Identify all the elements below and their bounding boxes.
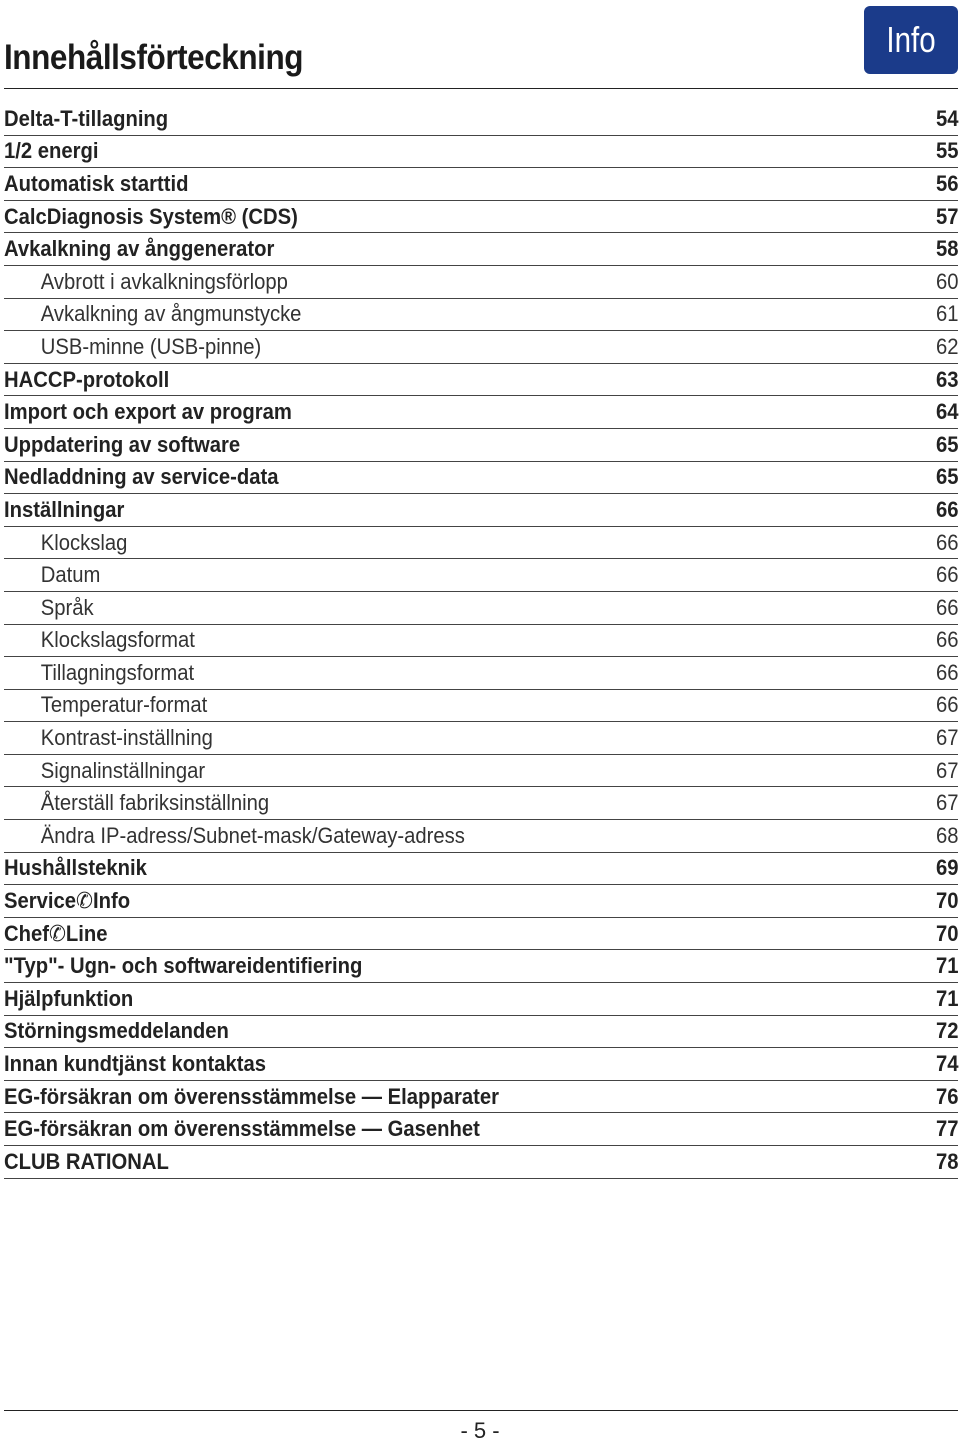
toc-entry-label: Delta-T-tillagning	[4, 105, 169, 131]
toc-entry-page: 61	[935, 301, 958, 327]
toc-entry-label: Hjälpfunktion	[4, 985, 134, 1011]
toc-entry-label: Ändra IP-adress/Subnet-mask/Gateway-adress	[40, 822, 465, 848]
toc-entry-label: 1/2 energi	[4, 138, 99, 164]
toc-entry[interactable]	[4, 103, 958, 136]
toc-entry-page: 62	[935, 333, 958, 359]
toc-entry-label: Innan kundtjänst kontaktas	[4, 1051, 267, 1077]
info-badge-label: Info	[886, 19, 936, 60]
toc-entry[interactable]	[4, 266, 958, 299]
toc-entry-label: Signalinställningar	[40, 757, 206, 783]
toc-entry-label: EG-försäkran om överensstämmelse — Elapparater	[4, 1083, 499, 1109]
toc-entry-page: 58	[935, 236, 958, 262]
toc-entry[interactable]	[4, 1048, 958, 1081]
toc-entry-page: 64	[935, 399, 958, 425]
toc-entry-label: Import och export av program	[4, 399, 292, 425]
page-title: Innehållsförteckning	[4, 38, 304, 77]
toc-entry-page: 74	[935, 1051, 958, 1077]
toc-entry[interactable]	[4, 429, 958, 462]
toc-entry-label: Tillagningsformat	[40, 659, 195, 685]
toc-entry[interactable]	[4, 527, 958, 560]
toc-entry[interactable]	[4, 364, 958, 397]
toc-entry-page: 66	[935, 496, 958, 522]
toc-entry-label: HACCP-protokoll	[4, 366, 170, 392]
toc-entry-page: 57	[935, 203, 958, 229]
toc-entry-page: 77	[935, 1116, 958, 1142]
toc-entry-page: 66	[935, 562, 958, 588]
toc-entry-page: 67	[935, 725, 958, 751]
toc-entry[interactable]	[4, 690, 958, 723]
toc-entry[interactable]	[4, 462, 958, 495]
toc-entry[interactable]	[4, 1146, 958, 1179]
toc-entry-page: 76	[935, 1083, 958, 1109]
toc-entry-label: Service✆Info	[4, 888, 131, 914]
toc-entry-label: Avkalkning av ångmunstycke	[40, 301, 302, 327]
toc-entry-page: 71	[935, 953, 958, 979]
toc-entry[interactable]	[4, 559, 958, 592]
toc-entry-page: 66	[935, 659, 958, 685]
toc-entry-page: 54	[935, 105, 958, 131]
toc-entry-page: 70	[935, 888, 958, 914]
toc-entry[interactable]	[4, 396, 958, 429]
toc-entry[interactable]	[4, 201, 958, 234]
toc-entry-label: Störningsmeddelanden	[4, 1018, 229, 1044]
toc-entry-label: "Typ"- Ugn- och softwareidentifiering	[4, 953, 363, 979]
toc-entry-page: 67	[935, 757, 958, 783]
toc-entry[interactable]	[4, 950, 958, 983]
toc-entry-label: Chef✆Line	[4, 920, 108, 946]
toc-entry-label: Avkalkning av ånggenerator	[4, 236, 275, 262]
toc-entry[interactable]	[4, 1081, 958, 1114]
toc-entry[interactable]	[4, 494, 958, 527]
toc-entry-page: 63	[935, 366, 958, 392]
toc-entry[interactable]	[4, 168, 958, 201]
toc-entry[interactable]	[4, 820, 958, 853]
title-divider	[4, 88, 958, 89]
toc-entry[interactable]	[4, 755, 958, 788]
toc-entry-label: Klockslag	[40, 529, 128, 555]
footer-divider	[4, 1410, 958, 1411]
toc-entry-page: 66	[935, 627, 958, 653]
toc-entry-page: 67	[935, 790, 958, 816]
toc-entry[interactable]	[4, 1113, 958, 1146]
toc-entry-page: 65	[935, 464, 958, 490]
toc-entry-label: CLUB RATIONAL	[4, 1148, 169, 1174]
toc-entry[interactable]	[4, 918, 958, 951]
toc-entry-page: 78	[935, 1148, 958, 1174]
toc-entry[interactable]	[4, 657, 958, 690]
toc-entry[interactable]	[4, 983, 958, 1016]
toc-entry-label: Språk	[40, 594, 94, 620]
toc-entry-page: 69	[935, 855, 958, 881]
toc-entry[interactable]	[4, 722, 958, 755]
toc-entry[interactable]	[4, 787, 958, 820]
toc-entry-page: 66	[935, 692, 958, 718]
toc-entry-label: Temperatur-format	[40, 692, 208, 718]
toc-entry[interactable]	[4, 592, 958, 625]
toc-entry-label: Hushållsteknik	[4, 855, 147, 881]
toc-entry[interactable]	[4, 625, 958, 658]
toc-entry-page: 66	[935, 594, 958, 620]
toc-entry-page: 70	[935, 920, 958, 946]
toc-entry-label: Klockslagsformat	[40, 627, 195, 653]
toc-entry-label: Datum	[40, 562, 101, 588]
toc-entry[interactable]	[4, 233, 958, 266]
toc-entry-page: 56	[935, 170, 958, 196]
toc-entry-label: Avbrott i avkalkningsförlopp	[40, 268, 288, 294]
toc-entry-label: Inställningar	[4, 496, 125, 522]
table-of-contents	[4, 103, 958, 1179]
toc-entry[interactable]	[4, 853, 958, 886]
toc-entry-page: 72	[935, 1018, 958, 1044]
toc-entry-page: 65	[935, 431, 958, 457]
toc-entry-label: Kontrast-inställning	[40, 725, 213, 751]
toc-entry-page: 68	[935, 822, 958, 848]
toc-entry[interactable]	[4, 299, 958, 332]
toc-entry-label: USB-minne (USB-pinne)	[40, 333, 262, 359]
toc-entry-label: Nedladdning av service-data	[4, 464, 279, 490]
toc-entry-label: CalcDiagnosis System® (CDS)	[4, 203, 298, 229]
toc-entry-page: 71	[935, 985, 958, 1011]
toc-entry[interactable]	[4, 136, 958, 169]
toc-entry-page: 55	[935, 138, 958, 164]
toc-entry-page: 66	[935, 529, 958, 555]
toc-entry-label: EG-försäkran om överensstämmelse — Gasenhet	[4, 1116, 480, 1142]
info-badge	[864, 6, 958, 74]
toc-entry[interactable]	[4, 331, 958, 364]
toc-entry[interactable]	[4, 885, 958, 918]
toc-entry-label: Återställ fabriksinställning	[40, 790, 270, 816]
toc-entry[interactable]	[4, 1016, 958, 1049]
page-number: - 5 -	[460, 1418, 500, 1443]
toc-entry-label: Automatisk starttid	[4, 170, 189, 196]
toc-entry-label: Uppdatering av software	[4, 431, 241, 457]
toc-entry-page: 60	[935, 268, 958, 294]
